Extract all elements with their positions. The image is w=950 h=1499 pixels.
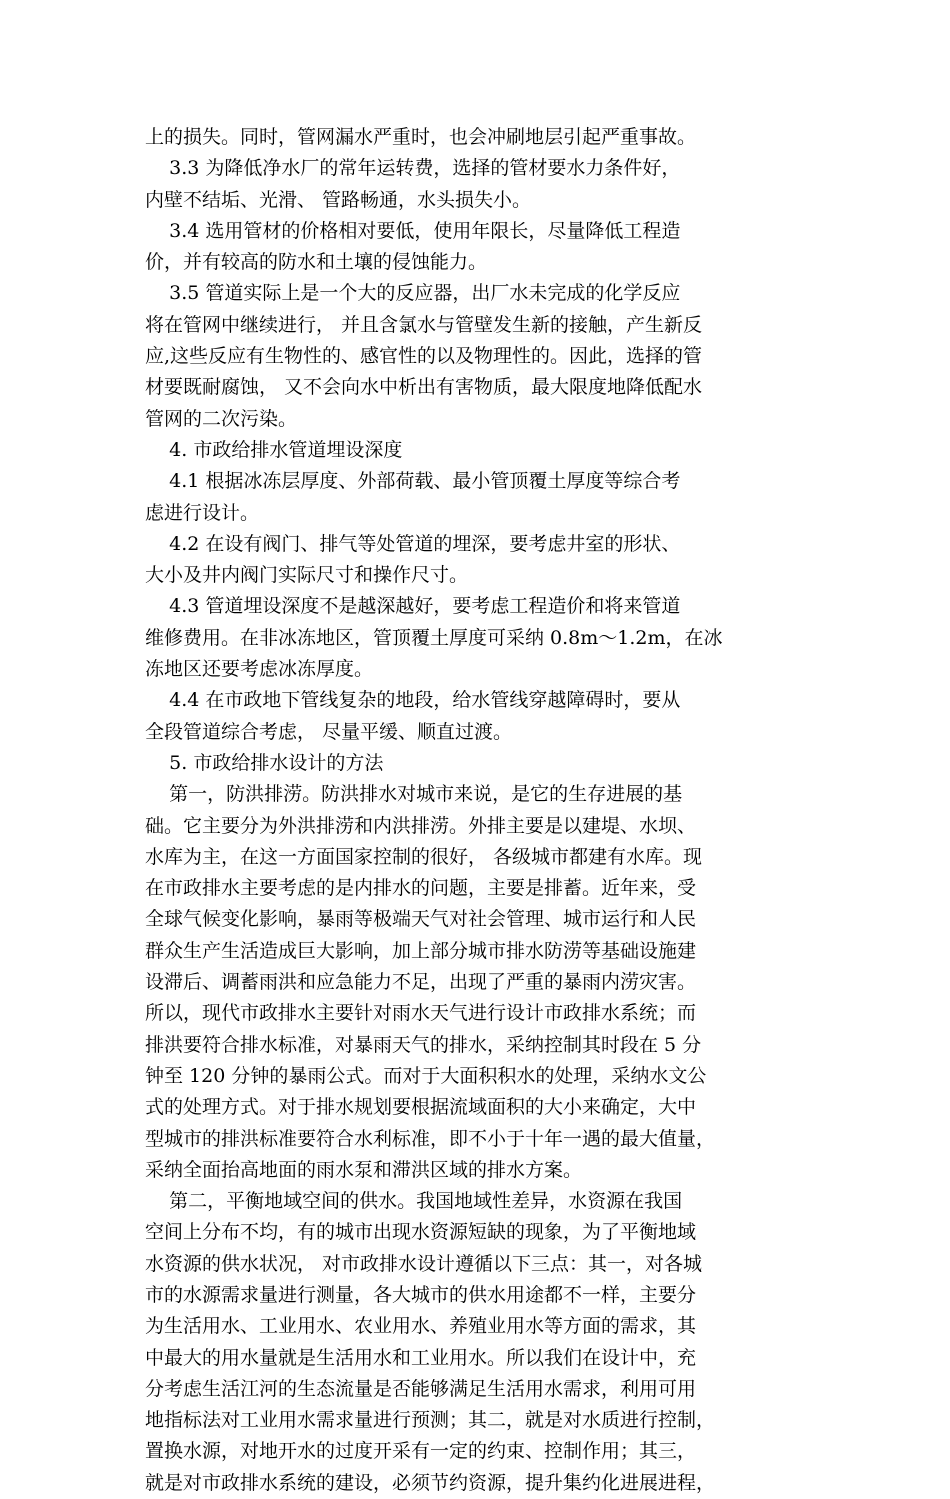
paragraph — [145, 435, 805, 466]
text-line: 地指标法对工业用水需求量进行预测；其二，就是对水质进行控制， — [145, 1409, 716, 1432]
document-page — [145, 122, 805, 1499]
text-line: 水资源的供水状况， 对市政排水设计遵循以下三点：其一，对各城 — [145, 1252, 703, 1275]
text-line: 群众生产生活造成巨大影响，加上部分城市排水防涝等基础设施建 — [145, 939, 697, 962]
text-line: 3.5 管道实际上是一个大的反应器，出厂水未完成的化学反应 — [145, 282, 681, 305]
text-line: 采纳全面抬高地面的雨水泵和滞洪区域的排水方案。 — [145, 1158, 583, 1181]
text-line: 内壁不结垢、光滑、 管路畅通，水头损失小。 — [145, 188, 532, 211]
paragraph — [145, 685, 805, 748]
text-line: 空间上分布不均，有的城市出现水资源短缺的现象，为了平衡地域 — [145, 1221, 697, 1244]
text-line: 第一，防洪排涝。防洪排水对城市来说，是它的生存进展的基 — [145, 783, 683, 806]
text-line: 钟至 120 分钟的暴雨公式。而对于大面积积水的处理，采纳水文公 — [145, 1064, 707, 1087]
text-line: 价，并有较高的防水和土壤的侵蚀能力。 — [145, 251, 488, 274]
text-line: 冻地区还要考虑冰冻厚度。 — [145, 658, 374, 681]
text-line: 中最大的用水量就是生活用水和工业用水。所以我们在设计中，充 — [145, 1346, 697, 1369]
text-line: 应,这些反应有生物性的、感官性的以及物理性的。因此，选择的管 — [145, 345, 703, 368]
paragraph — [145, 278, 805, 434]
paragraph — [145, 1186, 805, 1499]
text-line: 第二，平衡地域空间的供水。我国地域性差异，水资源在我国 — [145, 1190, 683, 1213]
text-line: 础。它主要分为外洪排涝和内洪排涝。外排主要是以建堤、水坝、 — [145, 814, 697, 837]
text-line: 上的损失。同时，管网漏水严重时，也会冲刷地层引起严重事故。 — [145, 126, 697, 148]
text-line: 4.2 在设有阀门、排气等处管道的埋深，要考虑井室的形状、 — [145, 532, 681, 555]
paragraph — [145, 466, 805, 529]
text-line: 分考虑生活江河的生态流量是否能够满足生活用水需求，利用可用 — [145, 1377, 697, 1400]
paragraph — [145, 529, 805, 592]
text-line: 管网的二次污染。 — [145, 407, 298, 430]
text-line: 所以，现代市政排水主要针对雨水天气进行设计市政排水系统；而 — [145, 1002, 697, 1025]
text-line: 在市政排水主要考虑的是内排水的问题，主要是排蓄。近年来，受 — [145, 877, 697, 900]
text-line: 5. 市政给排水设计的方法 — [145, 751, 384, 774]
text-line: 为生活用水、工业用水、农业用水、养殖业用水等方面的需求，其 — [145, 1315, 697, 1338]
text-line: 式的处理方式。对于排水规划要根据流域面积的大小来确定，大中 — [145, 1096, 697, 1119]
text-line: 3.4 选用管材的价格相对要低，使用年限长，尽量降低工程造 — [145, 219, 681, 242]
text-line: 置换水源，对地开水的过度开采有一定的约束、控制作用；其三， — [145, 1440, 697, 1463]
paragraph — [145, 779, 805, 1186]
text-line: 水库为主，在这一方面国家控制的很好， 各级城市都建有水库。现 — [145, 845, 703, 868]
text-line: 4.1 根据冰冻层厚度、外部荷载、最小管顶覆土厚度等综合考 — [145, 470, 681, 493]
text-line: 全段管道综合考虑， 尽量平缓、顺直过渡。 — [145, 720, 513, 743]
paragraph — [145, 748, 805, 779]
text-line: 4.3 管道埋设深度不是越深越好，要考虑工程造价和将来管道 — [145, 595, 681, 618]
text-line: 设滞后、调蓄雨洪和应急能力不足，出现了严重的暴雨内涝灾害。 — [145, 971, 697, 994]
text-line: 全球气候变化影响，暴雨等极端天气对社会管理、城市运行和人民 — [145, 908, 697, 931]
text-line: 市的水源需求量进行测量，各大城市的供水用途都不一样，主要分 — [145, 1283, 697, 1306]
paragraph — [145, 216, 805, 279]
text-line: 3.3 为降低净水厂的常年运转费，选择的管材要水力条件好， — [145, 157, 681, 180]
paragraph — [145, 153, 805, 216]
text-line: 就是对市政排水系统的建设，必须节约资源，提升集约化进展进程， — [145, 1471, 716, 1494]
text-line: 4. 市政给排水管道埋设深度 — [145, 438, 403, 461]
paragraph — [145, 591, 805, 685]
paragraph — [145, 122, 805, 153]
text-line: 材要既耐腐蚀， 又不会向水中析出有害物质，最大限度地降低配水 — [145, 376, 703, 399]
text-line: 维修费用。在非冰冻地区，管顶覆土厚度可采纳 0.8m～1.2m，在冰 — [145, 626, 723, 649]
text-line: 虑进行设计。 — [145, 501, 260, 524]
text-line: 排洪要符合排水标准，对暴雨天气的排水，采纳控制其时段在 5 分 — [145, 1033, 702, 1056]
text-line: 大小及井内阀门实际尺寸和操作尺寸。 — [145, 564, 469, 587]
text-line: 型城市的排洪标准要符合水利标准，即不小于十年一遇的最大值量， — [145, 1127, 716, 1150]
text-line: 4.4 在市政地下管线复杂的地段，给水管线穿越障碍时，要从 — [145, 689, 681, 712]
text-line: 将在管网中继续进行， 并且含氯水与管壁发生新的接触，产生新反 — [145, 313, 703, 336]
